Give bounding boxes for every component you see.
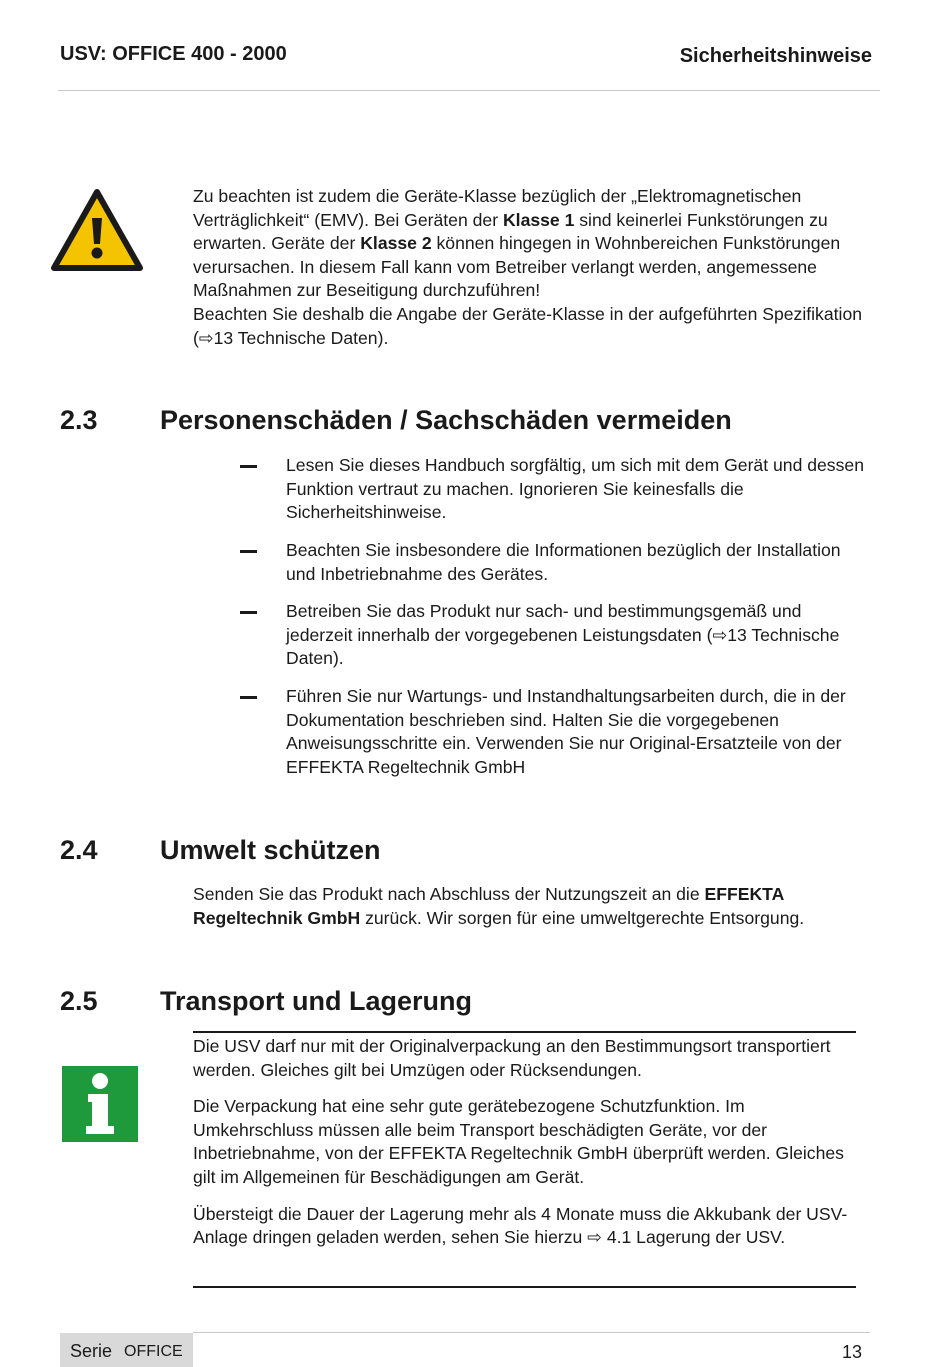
footer-divider	[193, 1332, 870, 1333]
info-paragraph-3: Übersteigt die Dauer der Lagerung mehr als 4 Monate muss die Akkubank der USV-Anlage dringen geladen werden, sehen Sie hierzu ⇨ 4.1 Lagerung der USV.	[193, 1203, 848, 1248]
header-document-title: USV: OFFICE 400 - 2000	[60, 43, 287, 65]
footer-serie-label: Serie	[70, 1341, 113, 1361]
bullet-item: Betreiben Sie das Produkt nur sach- und bestimmungsgemäß und jederzeit innerhalb der vorgegebenen Leistungsdaten (⇨13 Technische Daten).	[286, 601, 840, 669]
warning-paragraph: Zu beachten ist zudem die Geräte-Klasse bezüglich der „Elektromagnetischen Verträglichkeit“ (EMV). Bei Geräten der Klasse 1 sind keinerlei Funkstörungen zu erwarten. Geräte der Klasse 2 können hingegen in Wohnbereichen Funkstörungen verursachen. In diesem Fall kann vom Betreiber verlangt werden, angemessene Maßnahmen zur Beseitigung durchzuführen!	[193, 186, 841, 301]
section-number-2-3: 2.3	[60, 405, 98, 435]
section-number-2-4: 2.4	[60, 835, 98, 865]
section-title-2-3: Personenschäden / Sachschäden vermeiden	[160, 405, 732, 435]
bullet-item: Beachten Sie insbesondere die Informationen bezüglich der Installation und Inbetriebnahme des Gerätes.	[286, 540, 841, 584]
bullet-dash	[240, 611, 257, 614]
warning-text-block	[193, 185, 863, 350]
bullet-dash	[240, 696, 257, 699]
header-section-title: Sicherheitshinweise	[679, 45, 872, 67]
info-icon	[62, 1066, 138, 1142]
bullet-item: Führen Sie nur Wartungs- und Instandhaltungsarbeiten durch, die in der Dokumentation beschrieben sind. Halten Sie die vorgegebenen Anweisungsschritte ein. Verwenden Sie nur Original-Ersatzteile von der EFFEKTA Regeltechnik GmbH	[286, 686, 846, 777]
info-box-top-rule	[193, 1031, 856, 1033]
bullet-dash	[240, 465, 257, 468]
section-2-4-paragraph: Senden Sie das Produkt nach Abschluss der Nutzungszeit an die EFFEKTA Regeltechnik GmbH zurück. Wir sorgen für eine umweltgerechte Entsorgung.	[193, 884, 805, 928]
header-divider	[58, 90, 880, 91]
footer-office-label: OFFICE	[124, 1343, 183, 1360]
section-number-2-5: 2.5	[60, 986, 98, 1016]
section-title-2-4: Umwelt schützen	[160, 835, 381, 865]
info-text-block	[193, 1035, 858, 1263]
bullet-dash	[240, 550, 257, 553]
warning-note: Beachten Sie deshalb die Angabe der Geräte-Klasse in der aufgeführten Spezifikation (⇨13 Technische Daten).	[193, 303, 863, 348]
page-number: 13	[841, 1342, 862, 1362]
warning-triangle-icon	[50, 188, 144, 272]
bullet-item: Lesen Sie dieses Handbuch sorgfältig, um sich mit dem Gerät und dessen Funktion vertraut zu machen. Ignorieren Sie keinesfalls die Sicherheitshinweise.	[286, 455, 864, 523]
section-title-2-5: Transport und Lagerung	[160, 986, 473, 1016]
info-box-bottom-rule	[193, 1286, 856, 1288]
info-paragraph-2: Die Verpackung hat eine sehr gute gerätebezogene Schutzfunktion. Im Umkehrschluss müssen alle beim Transport beschädigten Geräte, vor der Inbetriebnahme, von der EFFEKTA Regeltechnik GmbH überprüft werden. Gleiches gilt im Allgemeinen für Beschädigungen am Gerät.	[193, 1096, 844, 1187]
info-paragraph-1: Die USV darf nur mit der Originalverpackung an den Bestimmungsort transportiert werden. Gleiches gilt bei Umzügen oder Rücksendungen.	[193, 1036, 831, 1080]
